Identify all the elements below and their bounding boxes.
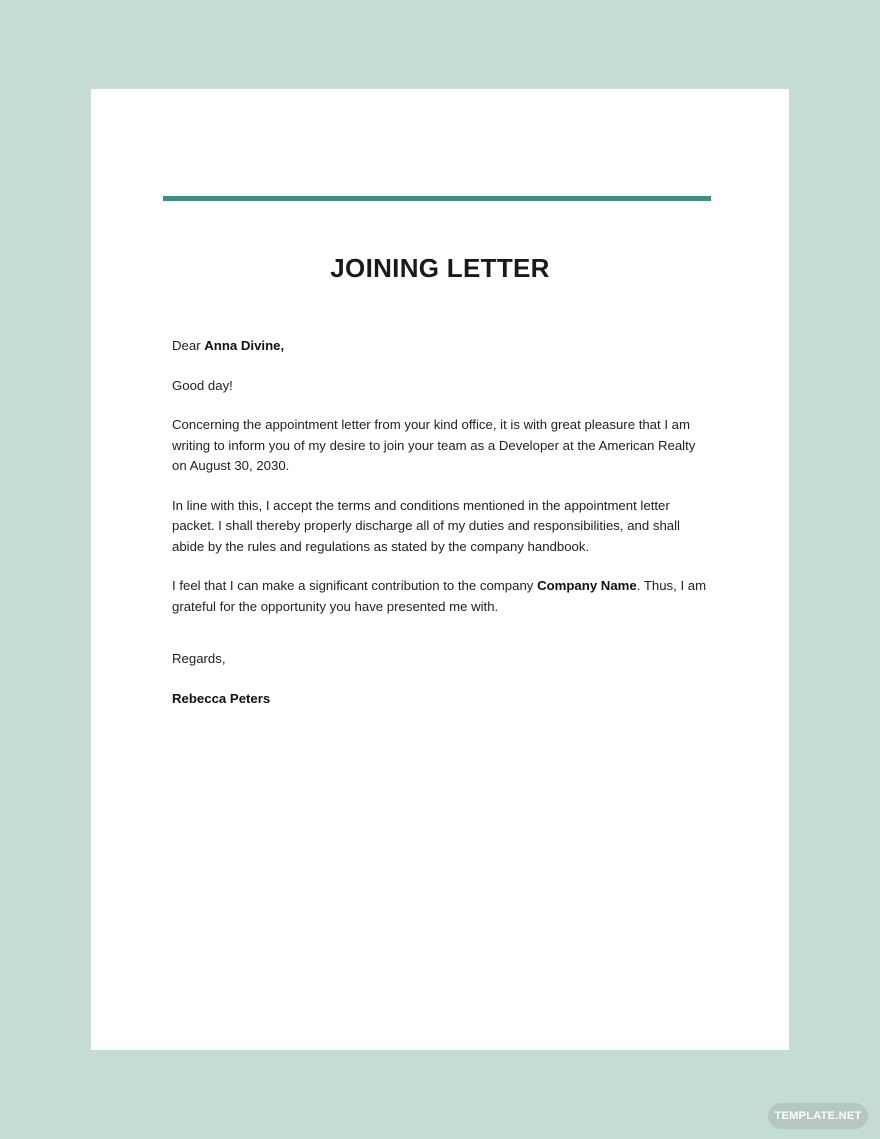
letter-body [172, 336, 712, 728]
header-accent-rule [163, 196, 711, 201]
salutation [172, 336, 712, 357]
recipient-name: Anna Divine, [204, 338, 285, 353]
paragraph-contribution-end: . Thus, I am grateful for the opportunity you have presented me with. [172, 578, 707, 614]
signature [172, 689, 712, 710]
signature-name: Rebecca Peters [172, 690, 271, 706]
greeting: Good day! [172, 377, 233, 393]
paragraph-acceptance: In line with this, I accept the terms and conditions mentioned in the appointment letter packet. I shall thereby properly discharge all of my duties and responsibilities, and shall abide by the rules and regulations as stated by the company handbook. [172, 497, 680, 554]
closing: Regards, [172, 651, 226, 666]
paragraph-contribution-start: I feel that I can make a significant contribution to the company [172, 578, 538, 593]
company-name: Company Name [537, 578, 637, 593]
salutation-prefix: Dear [172, 338, 205, 353]
letter-title: JOINING LETTER [330, 253, 550, 283]
paragraph-contribution [172, 576, 712, 617]
paragraph-appointment: Concerning the appointment letter from your kind office, it is with great pleasure that I am writing to inform you of my desire to join your team as a Developer at the American Realty on August 30, 2030. [172, 417, 696, 473]
template-net-watermark[interactable]: TEMPLATE.NET [768, 1103, 868, 1129]
letter-page [91, 89, 789, 1050]
